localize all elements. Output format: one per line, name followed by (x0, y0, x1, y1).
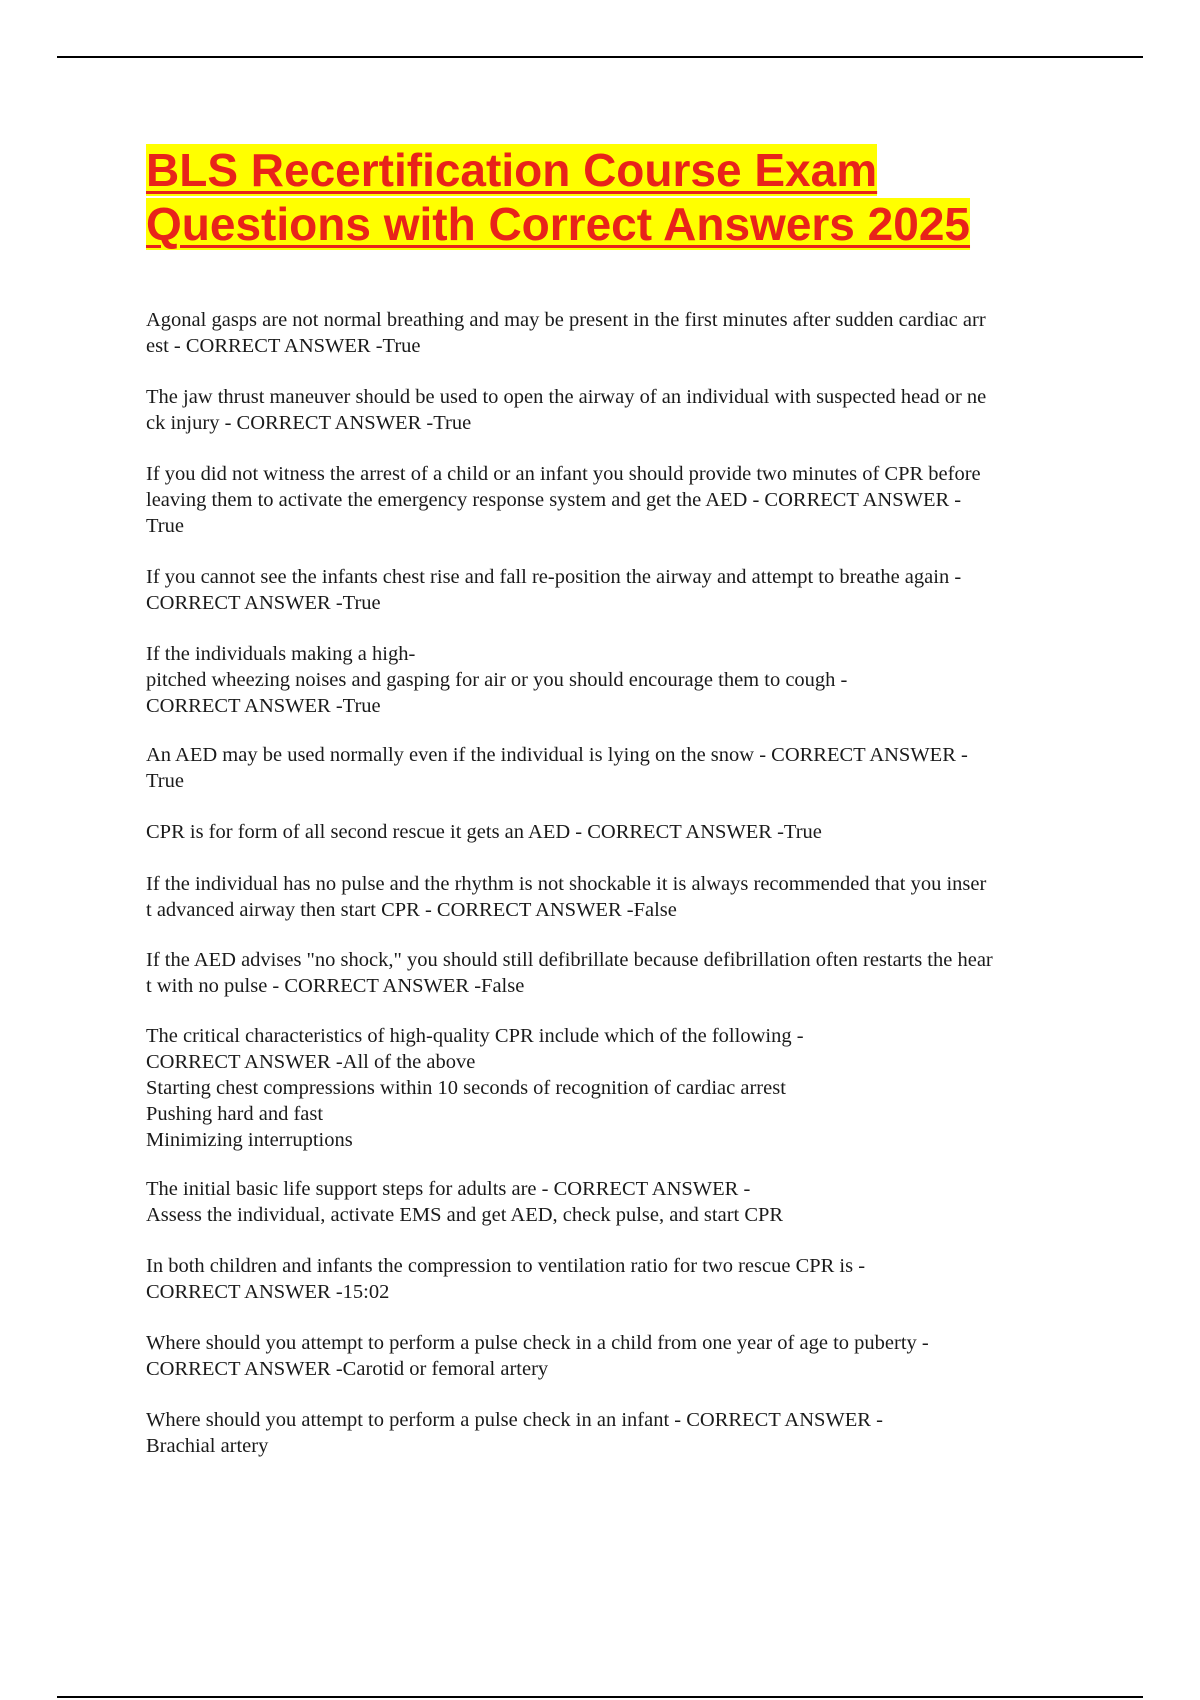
qa-item-8: If the individual has no pulse and the rhythm is not shockable it is always recommended that you inser t advanced airway then start CPR - CORRECT ANSWER -False (146, 873, 987, 921)
qa-item-13: Where should you attempt to perform a pulse check in a child from one year of age to puberty - CORRECT ANSWER -Carotid or femoral artery (146, 1332, 929, 1380)
qa-item-3: If you did not witness the arrest of a child or an infant you should provide two minutes of CPR before leaving them to activate the emergency response system and get the AED - CORRECT ANSWER - True (146, 463, 981, 537)
qa-item-4: If you cannot see the infants chest rise and fall re-position the airway and attempt to breathe again - CORRECT ANSWER -True (146, 566, 962, 614)
document-title (146, 143, 1046, 251)
qa-item-2: The jaw thrust maneuver should be used to open the airway of an individual with suspected head or ne ck injury - CORRECT ANSWER -True (146, 386, 987, 434)
qa-item-11: The initial basic life support steps for adults are - CORRECT ANSWER - Assess the individual, activate EMS and get AED, check pulse, and start CPR (146, 1178, 784, 1226)
title-line-1: BLS Recertification Course Exam (146, 144, 878, 196)
qa-item-10: The critical characteristics of high-quality CPR include which of the following - CORRECT ANSWER -All of the above Starting chest compressions within 10 seconds of recognition of cardiac arrest Pushing hard and fast Minimizing interruptions (146, 1025, 804, 1151)
qa-item-1: Agonal gasps are not normal breathing and may be present in the first minutes after sudden cardiac arr est - CORRECT ANSWER -True (146, 309, 986, 357)
qa-item-6: An AED may be used normally even if the individual is lying on the snow - CORRECT ANSWER - True (146, 744, 968, 792)
qa-item-5: If the individuals making a high- pitched wheezing noises and gasping for air or you should encourage them to cough - CORRECT ANSWER -True (146, 643, 848, 717)
qa-item-7: CPR is for form of all second rescue it gets an AED - CORRECT ANSWER -True (146, 821, 822, 843)
qa-item-14: Where should you attempt to perform a pulse check in an infant - CORRECT ANSWER - Brachial artery (146, 1409, 883, 1457)
qa-item-9: If the AED advises "no shock," you should still defibrillate because defibrillation often restarts the hear t with no pulse - CORRECT ANSWER -False (146, 949, 993, 997)
footer-rule (57, 1696, 1143, 1698)
header-rule (57, 56, 1143, 58)
qa-item-12: In both children and infants the compression to ventilation ratio for two rescue CPR is - CORRECT ANSWER -15:02 (146, 1255, 866, 1303)
title-line-2: Questions with Correct Answers 2025 (146, 198, 971, 250)
